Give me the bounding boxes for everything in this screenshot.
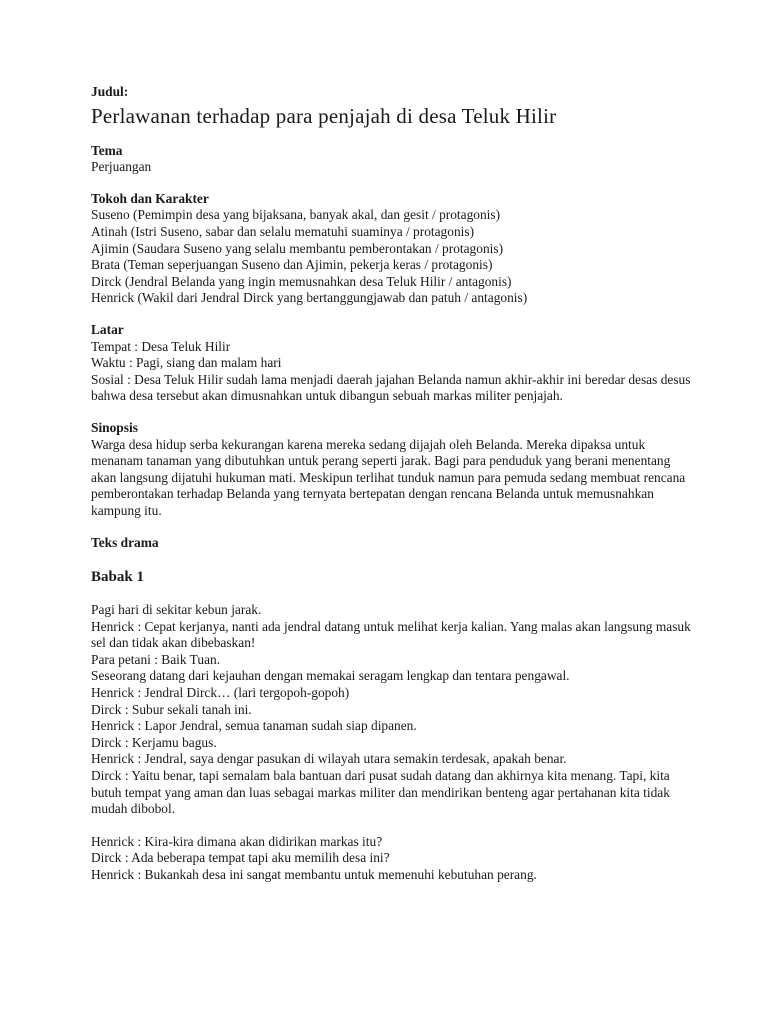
scene-line: Henrick : Kira-kira dimana akan didirikan markas itu?: [91, 833, 383, 849]
scene-block: [91, 602, 691, 884]
babak-heading: Babak 1: [91, 569, 144, 586]
document-page: [91, 84, 691, 884]
scene-line: Para petani : Baik Tuan.: [91, 651, 221, 667]
scene-line: Seseorang datang dari kejauhan dengan memakai seragam lengkap dan tentara pengawal.: [91, 668, 570, 684]
scene-line: Dirck : Kerjamu bagus.: [91, 734, 217, 750]
scene-line: Henrick : Lapor Jendral, semua tanaman sudah siap dipanen.: [91, 718, 417, 734]
latar-tempat: Tempat : Desa Teluk Hilir: [91, 338, 231, 354]
judul-label: Judul:: [91, 84, 129, 99]
tokoh-heading: Tokoh dan Karakter: [91, 190, 209, 206]
document-title: Perlawanan terhadap para penjajah di desa Teluk Hilir: [91, 103, 557, 128]
tokoh-item: Suseno (Pemimpin desa yang bijaksana, banyak akal, dan gesit / protagonis): [91, 207, 501, 223]
scene-line: Henrick : Jendral, saya dengar pasukan di wilayah utara semakin terdesak, apakah benar.: [91, 751, 567, 767]
scene-line: Henrick : Cepat kerjanya, nanti ada jendral datang untuk melihat kerja kalian. Yang malas akan langsung masuk sel dan tidak akan dibebaskan!: [91, 618, 691, 651]
tokoh-item: Henrick (Wakil dari Jendral Dirck yang bertanggungjawab dan patuh / antagonis): [91, 290, 528, 306]
latar-heading: Latar: [91, 321, 124, 337]
scene-line: Pagi hari di sekitar kebun jarak.: [91, 602, 262, 618]
latar-sosial: Sosial : Desa Teluk Hilir sudah lama menjadi daerah jajahan Belanda namun akhir-akhir ini beredar desas desus bahwa desa tersebut akan dimusnahkan untuk dibangun sebuah markas militer penjajah.: [91, 371, 691, 404]
scene-line: Dirck : Subur sekali tanah ini.: [91, 701, 252, 717]
scene-line: Henrick : Bukankah desa ini sangat membantu untuk memenuhi kebutuhan perang.: [91, 866, 537, 882]
tokoh-item: Atinah (Istri Suseno, sabar dan selalu mematuhi suaminya / protagonis): [91, 223, 475, 239]
scene-line: Dirck : Ada beberapa tempat tapi aku memilih desa ini?: [91, 850, 390, 866]
tema-value: Perjuangan: [91, 159, 152, 175]
tokoh-item: Ajimin (Saudara Suseno yang selalu membantu pemberontakan / protagonis): [91, 240, 504, 256]
tema-section: [91, 143, 691, 176]
sinopsis-text: Warga desa hidup serba kekurangan karena mereka sedang dijajah oleh Belanda. Mereka dipaksa untuk menanam tanaman yang dibutuhkan untuk perang seperti jarak. Bagi para penduduk yang berani menentang akan langsung dijatuhi hukuman mati. Meskipun terlihat tunduk namun para pemuda sedang membuat rencana pemberontakan terhadap Belanda yang ternyata bertepatan dengan rencana Belanda untuk memusnahkan kampung itu.: [91, 436, 686, 518]
teks-drama-heading: Teks drama: [91, 535, 159, 551]
tokoh-section: [91, 191, 691, 307]
scene-line: Henrick : Jendral Dirck… (lari tergopoh-gopoh): [91, 685, 350, 701]
tokoh-item: Brata (Teman seperjuangan Suseno dan Ajimin, pekerja keras / protagonis): [91, 257, 493, 273]
scene-line: Dirck : Yaitu benar, tapi semalam bala bantuan dari pusat sudah datang dan akhirnya kita menang. Tapi, kita butuh tempat yang aman dan luas sebagai markas militer dan mendirikan benteng agar pertahanan kita tidak mudah dibobol.: [91, 768, 670, 817]
sinopsis-section: [91, 420, 691, 520]
paragraph-gap: [91, 818, 691, 834]
sinopsis-heading: Sinopsis: [91, 419, 138, 435]
latar-waktu: Waktu : Pagi, siang dan malam hari: [91, 355, 282, 371]
tema-heading: Tema: [91, 142, 123, 158]
latar-section: [91, 322, 691, 405]
tokoh-item: Dirck (Jendral Belanda yang ingin memusnahkan desa Teluk Hilir / antagonis): [91, 273, 512, 289]
